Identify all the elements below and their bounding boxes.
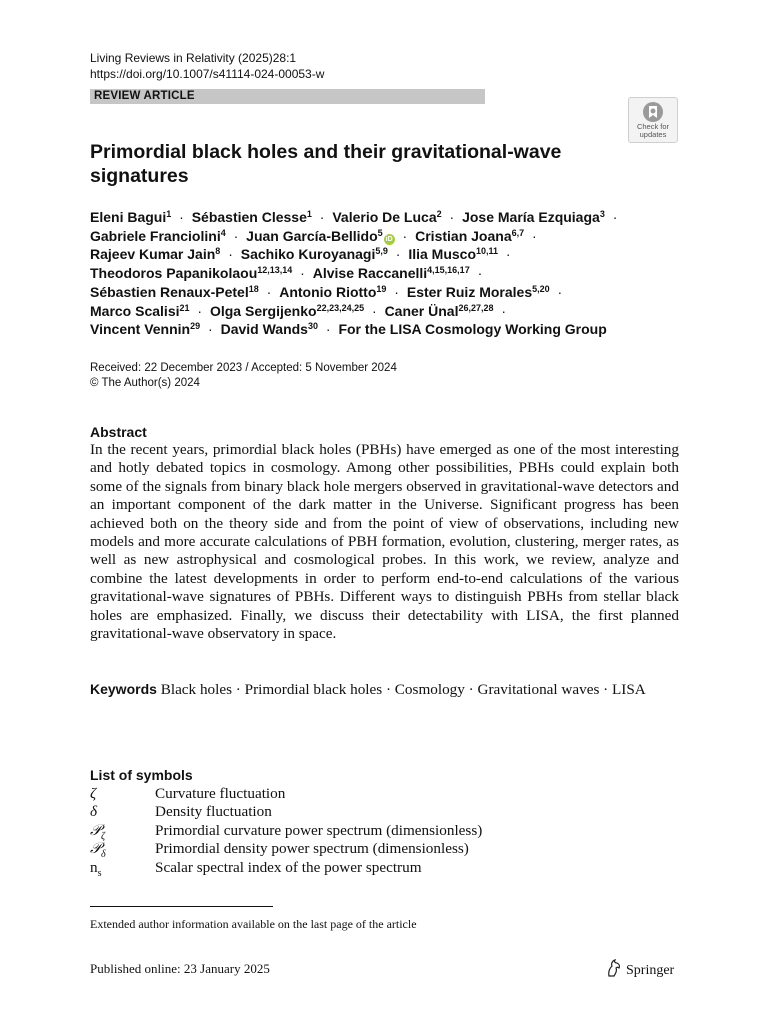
affiliation-superscript: 18 — [248, 283, 259, 294]
affiliation-superscript: 5,20 — [532, 283, 550, 294]
author-name[interactable]: Caner Ünal — [384, 302, 459, 319]
affiliation-superscript: 10,11 — [476, 246, 499, 257]
affiliation-superscript: 5,9 — [375, 246, 388, 257]
symbol-description: Curvature fluctuation — [155, 785, 286, 802]
affiliation-superscript: 8 — [215, 246, 221, 257]
symbol-description: Primordial density power spectrum (dimensionless) — [155, 840, 469, 858]
symbol-row — [90, 822, 482, 840]
symbol: ζ — [90, 785, 97, 802]
author-name[interactable]: Valerio De Luca — [332, 209, 437, 225]
author-separator: · — [553, 283, 563, 300]
affiliation-superscript: 2 — [436, 209, 442, 219]
author-separator: · — [224, 246, 237, 263]
publisher-name: Springer — [626, 963, 675, 978]
affiliation-superscript: 6,7 — [511, 227, 525, 238]
symbol: 𝒫$_\delta$ — [90, 840, 106, 861]
bookmark-refresh-icon — [642, 101, 664, 123]
received-accepted-dates: Received: 22 December 2023 / Accepted: 5 November 2024 — [90, 362, 397, 374]
author-separator: · — [445, 209, 459, 225]
affiliation-superscript: 4 — [220, 227, 226, 238]
doi-link[interactable]: https://doi.org/10.1007/s41114-024-00053-w — [90, 67, 325, 81]
article-title: Primordial black holes and their gravitational-wave signatures — [90, 141, 562, 187]
keywords-label: Keywords — [90, 681, 157, 697]
author-name[interactable]: Theodoros Papanikolaou — [90, 265, 258, 282]
affiliation-superscript: 1 — [166, 209, 172, 219]
affiliation-superscript: 12,13,14 — [257, 265, 293, 276]
keywords-text: Black holes · Primordial black holes · Cosmology · Gravitational waves · LISA — [160, 681, 646, 698]
orcid-icon[interactable]: iD — [385, 235, 393, 243]
author-name[interactable]: Rajeev Kumar Jain — [90, 246, 216, 263]
symbols-list — [90, 785, 482, 877]
author-line — [90, 283, 690, 302]
publisher-logo — [606, 959, 674, 979]
author-separator: · — [296, 265, 309, 282]
affiliation-superscript: 1 — [306, 209, 312, 219]
author-separator: · — [229, 227, 243, 244]
author-name[interactable]: Cristian Joana — [415, 227, 512, 244]
affiliation-superscript: 5 — [377, 227, 383, 238]
author-line — [90, 227, 690, 246]
affiliation-superscript: 4,15,16,17 — [427, 265, 470, 276]
author-name[interactable]: Ester Ruiz Morales — [406, 283, 533, 300]
abstract-heading: Abstract — [90, 424, 147, 440]
author-separator: · — [497, 302, 507, 319]
author-line — [90, 302, 690, 321]
author-separator: · — [398, 227, 412, 244]
affiliation-superscript: 29 — [190, 321, 201, 332]
author-name[interactable]: Sébastien Clesse — [191, 209, 307, 225]
author-line — [90, 208, 690, 227]
author-name[interactable]: Marco Scalisi — [90, 302, 180, 319]
author-list — [90, 208, 690, 339]
affiliation-superscript: 21 — [179, 302, 190, 313]
journal-info — [90, 50, 324, 82]
author-separator: · — [204, 321, 217, 338]
author-name[interactable]: Sébastien Renaux-Petel — [90, 283, 249, 300]
author-name[interactable]: Juan García-Bellido — [246, 227, 378, 244]
author-separator: · — [502, 246, 511, 263]
author-separator: · — [608, 209, 618, 225]
symbol-description: Density fluctuation — [155, 803, 272, 821]
author-name[interactable]: Sachiko Kuroyanagi — [240, 246, 376, 263]
symbol-row — [90, 859, 482, 877]
affiliation-superscript: 19 — [376, 283, 387, 294]
check-label-1: Check for — [636, 122, 670, 131]
published-date: Published online: 23 January 2025 — [90, 961, 270, 976]
author-name[interactable]: Alvise Raccanelli — [312, 265, 428, 282]
author-name[interactable]: Jose María Ezquiaga — [462, 209, 600, 225]
author-line — [90, 320, 690, 339]
symbol-row — [90, 785, 482, 803]
symbol-description: Primordial curvature power spectrum (dimensionless) — [155, 821, 483, 839]
keywords — [90, 680, 679, 699]
author-name[interactable]: Ilia Musco — [408, 246, 477, 263]
affiliation-superscript: 22,23,24,25 — [316, 302, 365, 313]
author-name[interactable]: Olga Sergijenko — [209, 302, 317, 319]
symbol-row — [90, 840, 482, 861]
check-for-updates-badge[interactable] — [628, 97, 678, 143]
springer-horse-icon — [606, 959, 622, 977]
footnote-divider — [90, 906, 273, 907]
symbol: 𝒫$_\zeta$ — [90, 821, 106, 842]
author-separator: · — [321, 321, 335, 338]
author-separator: · — [368, 302, 381, 319]
symbols-heading: List of symbols — [90, 767, 193, 783]
footnote: Extended author information available on the last page of the article — [90, 917, 417, 931]
author-name[interactable]: For the LISA Cosmology Working Group — [338, 321, 607, 338]
symbol-description: Scalar spectral index of the power spectrum — [155, 858, 422, 876]
author-name[interactable]: David Wands — [220, 321, 308, 338]
article-type-banner: REVIEW ARTICLE — [90, 89, 485, 104]
symbol: $n_s$ — [90, 858, 102, 879]
author-separator: · — [262, 283, 276, 300]
author-name[interactable]: Antonio Riotto — [279, 283, 377, 300]
author-separator: · — [391, 246, 405, 263]
author-line — [90, 245, 690, 264]
journal-citation: Living Reviews in Relativity (2025)28:1 — [90, 51, 297, 65]
author-name[interactable]: Gabriele Franciolini — [90, 227, 221, 244]
author-separator: · — [528, 227, 537, 244]
author-line — [90, 264, 690, 283]
check-label-2: updates — [639, 130, 667, 139]
author-separator: · — [193, 302, 206, 319]
article-dates — [90, 361, 397, 391]
author-separator: · — [390, 283, 403, 300]
affiliation-superscript: 3 — [599, 209, 605, 219]
author-separator: · — [315, 209, 329, 225]
symbol-row — [90, 803, 482, 821]
author-separator: · — [473, 265, 483, 282]
copyright-notice: © The Author(s) 2024 — [90, 377, 200, 389]
affiliation-superscript: 30 — [307, 321, 318, 332]
symbol: δ — [90, 803, 98, 821]
author-name[interactable]: Eleni Bagui — [90, 209, 167, 225]
affiliation-superscript: 26,27,28 — [458, 302, 494, 313]
author-separator: · — [175, 209, 188, 225]
author-name[interactable]: Vincent Vennin — [90, 321, 191, 338]
abstract-text: In the recent years, primordial black holes (PBHs) have emerged as one of the most interesting and hotly debated topics in cosmology. Among other possibilities, PBHs could explain both some of the signals from binary black hole mergers observed in gravitational-wave detectors and an important component of the dark matter in the Universe. Significant progress has been achieved both on the theory side and from the point of view of observations, including new models and more accurate calculations of PBH formation, evolution, clustering, merger rates, as well as new astrophysical and cosmological probes. In this work, we review, analyze and combine the latest developments in order to perform end-to-end calculations of the various gravitational-wave signatures of PBHs. Different ways to distinguish PBHs from stellar black holes are emphasized. Finally, we discuss their detectability with LISA, the first planned gravitational-wave observatory in space. — [90, 441, 679, 643]
